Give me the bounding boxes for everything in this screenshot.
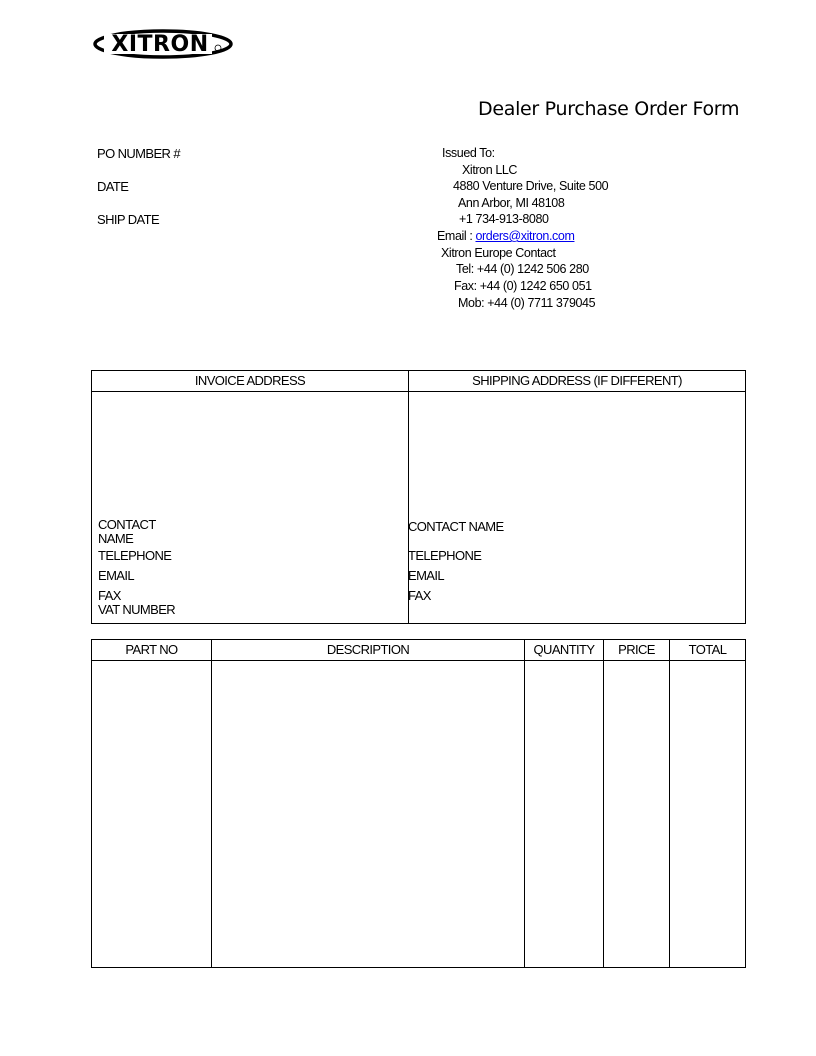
invoice-contact-label-line2: NAME bbox=[98, 531, 134, 546]
shipping-telephone-label: TELEPHONE bbox=[408, 548, 482, 563]
issued-to-heading: Issued To: bbox=[442, 146, 495, 160]
items-column-divider-4 bbox=[669, 640, 670, 967]
email-link[interactable]: orders@xitron.com bbox=[475, 229, 575, 243]
items-table bbox=[91, 639, 746, 968]
issued-street: 4880 Venture Drive, Suite 500 bbox=[453, 179, 609, 193]
ship-date-label: SHIP DATE bbox=[97, 212, 160, 227]
invoice-contact-name-label bbox=[98, 518, 156, 546]
items-column-divider-2 bbox=[524, 640, 525, 967]
total-header: TOTAL bbox=[688, 642, 727, 657]
invoice-fax-label: FAX bbox=[98, 588, 121, 603]
issued-city: Ann Arbor, MI 48108 bbox=[458, 196, 565, 210]
address-column-divider bbox=[408, 371, 409, 623]
items-column-divider-1 bbox=[211, 640, 212, 967]
shipping-fax-label: FAX bbox=[408, 588, 431, 603]
issued-phone: +1 734-913-8080 bbox=[459, 212, 549, 226]
price-header: PRICE bbox=[618, 642, 655, 657]
date-label: DATE bbox=[97, 179, 129, 194]
part-no-header: PART NO bbox=[125, 642, 178, 657]
europe-tel: Tel: +44 (0) 1242 506 280 bbox=[456, 262, 589, 276]
shipping-contact-name-label: CONTACT NAME bbox=[408, 519, 504, 534]
document-title: Dealer Purchase Order Form bbox=[478, 98, 740, 120]
address-header-divider bbox=[92, 391, 745, 392]
invoice-vat-number-label: VAT NUMBER bbox=[98, 602, 176, 617]
issued-company: Xitron LLC bbox=[462, 163, 518, 177]
invoice-telephone-label: TELEPHONE bbox=[98, 548, 172, 563]
po-number-label: PO NUMBER # bbox=[97, 146, 180, 161]
shipping-email-label: EMAIL bbox=[408, 568, 445, 583]
quantity-header: QUANTITY bbox=[533, 642, 595, 657]
invoice-contact-label-line1: CONTACT bbox=[98, 517, 156, 532]
xitron-logo-mark bbox=[92, 22, 234, 62]
europe-fax: Fax: +44 (0) 1242 650 051 bbox=[454, 279, 592, 293]
logo-wordmark: XITRON bbox=[111, 32, 209, 57]
invoice-email-label: EMAIL bbox=[98, 568, 135, 583]
europe-contact-heading: Xitron Europe Contact bbox=[441, 246, 556, 260]
europe-mob: Mob: +44 (0) 7711 379045 bbox=[458, 296, 596, 310]
email-label: Email : bbox=[437, 229, 473, 243]
invoice-address-header: INVOICE ADDRESS bbox=[194, 373, 306, 388]
issued-email-row bbox=[437, 229, 574, 243]
description-header: DESCRIPTION bbox=[326, 642, 410, 657]
shipping-address-header: SHIPPING ADDRESS (IF DIFFERENT) bbox=[472, 373, 682, 388]
items-column-divider-3 bbox=[603, 640, 604, 967]
address-table bbox=[91, 370, 746, 624]
xitron-logo bbox=[92, 22, 234, 62]
items-header-divider bbox=[92, 660, 745, 661]
